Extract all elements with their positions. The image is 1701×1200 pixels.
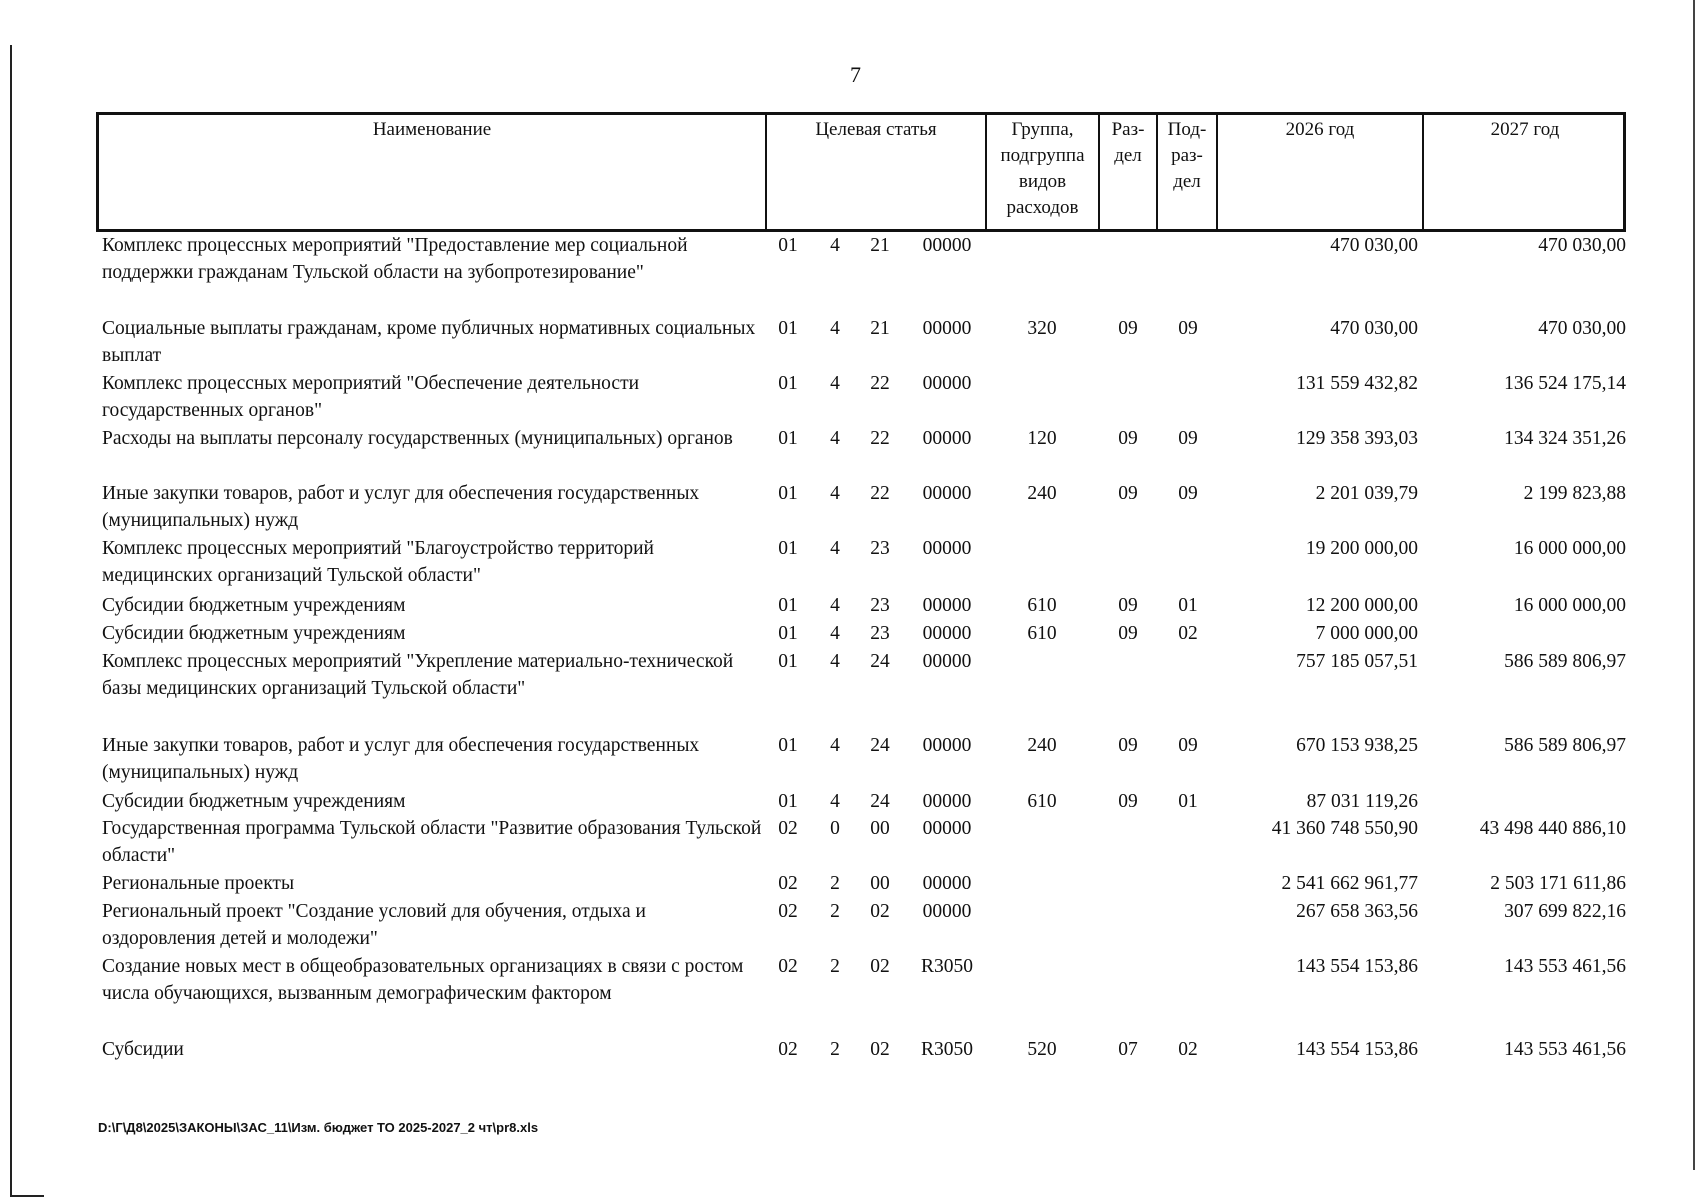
row-amount-2026: 131 559 432,82 [1296,373,1418,394]
row-article-4: 00000 [922,373,972,394]
row-amount-2027: 586 589 806,97 [1504,735,1626,756]
header-2027: 2027 год [1490,119,1560,140]
row-name: Социальные выплаты гражданам, кроме публичных нормативных социальных выплат [102,318,756,366]
row-article-3: 22 [870,428,890,449]
row-subsection: 01 [1178,595,1198,616]
row-name: Субсидии бюджетным учреждениям [102,623,406,644]
row-amount-2027: 134 324 351,26 [1504,428,1626,449]
row-amount-2026: 670 153 938,25 [1296,735,1418,756]
row-amount-2026: 470 030,00 [1330,235,1418,256]
row-article-1: 01 [778,651,798,672]
row-subsection: 01 [1178,791,1198,812]
header-name: Наименование [99,115,767,229]
row-article-2: 4 [830,791,840,812]
row-article-2: 2 [830,956,840,977]
row-section: 09 [1118,428,1138,449]
row-article-4: 00000 [922,235,972,256]
row-group: 520 [1027,1039,1057,1060]
row-group: 610 [1027,595,1057,616]
row-article-1: 01 [778,428,798,449]
row-article-1: 01 [778,373,798,394]
row-article-1: 01 [778,791,798,812]
row-amount-2026: 12 200 000,00 [1305,595,1418,616]
row-name: Субсидии [102,1039,184,1060]
row-amount-2027: 307 699 822,16 [1504,901,1626,922]
row-section: 09 [1118,623,1138,644]
row-group: 610 [1027,791,1057,812]
row-article-1: 02 [778,901,798,922]
row-article-2: 4 [830,235,840,256]
row-article-2: 4 [830,735,840,756]
row-article-4: 00000 [922,483,972,504]
row-section: 09 [1118,791,1138,812]
row-article-1: 01 [778,235,798,256]
row-amount-2027: 2 199 823,88 [1523,483,1626,504]
row-subsection: 09 [1178,318,1198,339]
row-amount-2027: 143 553 461,56 [1504,956,1626,977]
row-article-4: 00000 [922,538,972,559]
row-article-4: 00000 [922,318,972,339]
table-header [96,112,1626,232]
row-article-3: 24 [870,651,890,672]
row-amount-2027: 470 030,00 [1538,235,1626,256]
row-article-2: 4 [830,538,840,559]
row-article-4: 00000 [922,791,972,812]
row-section: 09 [1118,595,1138,616]
row-amount-2026: 267 658 363,56 [1296,901,1418,922]
header-2026: 2026 год [1218,115,1424,229]
header-target-article: Целевая статья [767,115,987,229]
row-amount-2027: 16 000 000,00 [1513,538,1626,559]
right-margin-line [1693,0,1695,1170]
row-section: 09 [1118,735,1138,756]
row-article-1: 01 [778,595,798,616]
bottom-margin-line [10,1195,44,1197]
row-subsection: 09 [1178,428,1198,449]
row-amount-2026: 19 200 000,00 [1305,538,1418,559]
row-amount-2027: 2 503 171 611,86 [1490,873,1626,894]
row-section: 09 [1118,318,1138,339]
row-article-2: 4 [830,651,840,672]
row-article-3: 02 [870,1039,890,1060]
row-amount-2026: 2 541 662 961,77 [1281,873,1418,894]
row-name: Субсидии бюджетным учреждениям [102,791,406,812]
row-article-4: 00000 [922,873,972,894]
row-amount-2026: 41 360 748 550,90 [1271,818,1418,839]
row-name: Региональные проекты [102,873,295,894]
row-name: Региональный проект "Создание условий для обучения, отдыха и оздоровления детей и молодежи" [102,901,646,949]
row-name: Создание новых мест в общеобразовательных организациях в связи с ростом числа обучающихся, вызванным демографическим фактором [102,956,744,1004]
row-name: Иные закупки товаров, работ и услуг для обеспечения государственных (муниципальных) нужд [102,735,700,783]
row-section: 09 [1118,483,1138,504]
row-subsection: 02 [1178,1039,1198,1060]
row-article-4: 00000 [922,623,972,644]
row-name: Комплекс процессных мероприятий "Обеспечение деятельности государственных органов" [102,373,640,421]
row-article-2: 2 [830,873,840,894]
row-article-2: 4 [830,483,840,504]
row-article-3: 23 [870,595,890,616]
row-article-2: 2 [830,1039,840,1060]
row-amount-2027: 586 589 806,97 [1504,651,1626,672]
row-article-3: 24 [870,791,890,812]
row-subsection: 02 [1178,623,1198,644]
header-subsection: Под- раз- дел [1158,115,1218,229]
header-section: Раз- дел [1100,115,1158,229]
row-group: 610 [1027,623,1057,644]
row-article-3: 24 [870,735,890,756]
row-subsection: 09 [1178,483,1198,504]
row-amount-2027: 143 553 461,56 [1504,1039,1626,1060]
row-article-2: 4 [830,318,840,339]
row-article-3: 22 [870,483,890,504]
page-number: 7 [850,62,861,87]
row-article-4: R3050 [920,1039,973,1060]
left-margin-line [10,45,12,1195]
row-amount-2026: 7 000 000,00 [1315,623,1418,644]
row-article-2: 4 [830,373,840,394]
row-article-1: 01 [778,483,798,504]
row-amount-2026: 143 554 153,86 [1296,1039,1418,1060]
row-amount-2026: 87 031 119,26 [1306,791,1418,812]
row-article-1: 02 [778,1039,798,1060]
row-article-1: 01 [778,623,798,644]
row-article-1: 01 [778,318,798,339]
row-amount-2027: 16 000 000,00 [1513,595,1626,616]
row-article-3: 02 [870,901,890,922]
row-name: Комплекс процессных мероприятий "Предоставление мер социальной поддержки гражданам Тульской области на зубопротезирование" [102,235,688,283]
row-article-3: 00 [870,873,890,894]
row-article-2: 4 [830,428,840,449]
row-article-4: 00000 [922,428,972,449]
row-name: Субсидии бюджетным учреждениям [102,595,406,616]
row-amount-2026: 129 358 393,03 [1296,428,1418,449]
row-name: Государственная программа Тульской области "Развитие образования Тульской области" [102,818,762,866]
row-amount-2027: 43 498 440 886,10 [1479,818,1626,839]
row-article-1: 02 [778,818,798,839]
row-article-2: 2 [830,901,840,922]
row-article-4: 00000 [922,595,972,616]
row-amount-2026: 470 030,00 [1330,318,1418,339]
row-group: 120 [1027,428,1057,449]
row-name: Расходы на выплаты персоналу государственных (муниципальных) органов [102,428,733,449]
row-article-4: 00000 [922,735,972,756]
row-article-3: 02 [870,956,890,977]
row-article-1: 01 [778,538,798,559]
row-name: Комплекс процессных мероприятий "Благоустройство территорий медицинских организаций Тульской области" [102,538,654,586]
row-group: 240 [1027,735,1057,756]
row-article-2: 0 [830,818,840,839]
row-article-3: 21 [870,235,890,256]
row-article-4: R3050 [920,956,973,977]
row-article-3: 23 [870,538,890,559]
row-article-3: 00 [870,818,890,839]
row-amount-2026: 143 554 153,86 [1296,956,1418,977]
row-article-2: 4 [830,623,840,644]
row-article-1: 01 [778,735,798,756]
row-group: 320 [1027,318,1057,339]
row-name: Комплекс процессных мероприятий "Укрепление материально-технической базы медицинских организаций Тульской области" [102,651,734,699]
row-amount-2026: 2 201 039,79 [1315,483,1418,504]
footer-file-path: D:\Г\Д8\2025\ЗАКОНЫ\ЗАС_11\Изм. бюджет ТО 2025-2027_2 чт\pr8.xls [98,1120,539,1135]
row-article-1: 02 [778,873,798,894]
row-article-3: 23 [870,623,890,644]
row-article-4: 00000 [922,901,972,922]
row-article-4: 00000 [922,651,972,672]
row-group: 240 [1027,483,1057,504]
row-article-3: 21 [870,318,890,339]
row-amount-2027: 136 524 175,14 [1504,373,1626,394]
row-article-2: 4 [830,595,840,616]
row-article-1: 02 [778,956,798,977]
row-name: Иные закупки товаров, работ и услуг для обеспечения государственных (муниципальных) нужд [102,483,700,531]
row-amount-2026: 757 185 057,51 [1296,651,1418,672]
row-subsection: 09 [1178,735,1198,756]
header-group: Группа, подгруппа видов расходов [987,115,1100,229]
row-article-3: 22 [870,373,890,394]
row-section: 07 [1118,1039,1138,1060]
row-amount-2027: 470 030,00 [1538,318,1626,339]
row-article-4: 00000 [922,818,972,839]
